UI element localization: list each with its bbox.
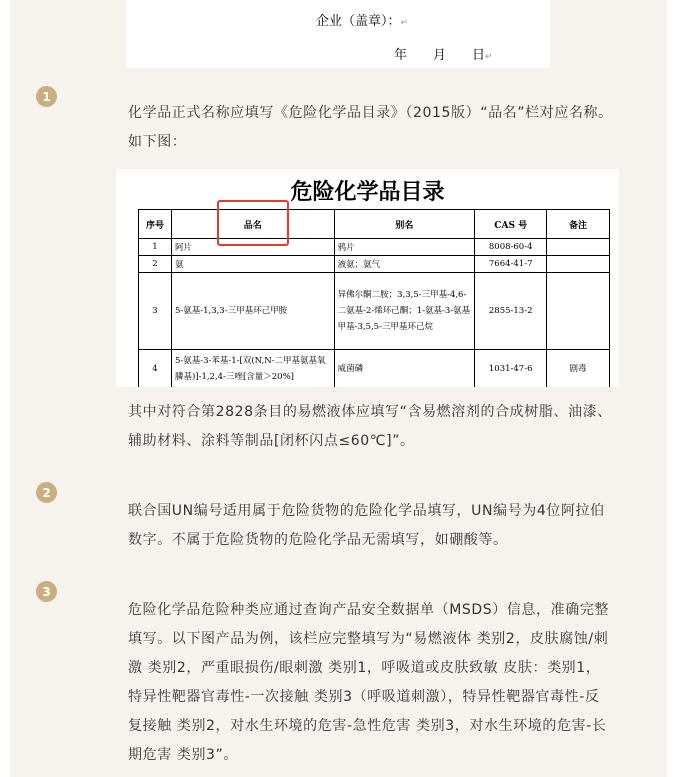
catalog-title: 危险化学品目录 (290, 179, 445, 205)
table-cell: 阿片 (171, 239, 334, 256)
table-row (139, 350, 610, 388)
table-header-row (139, 210, 610, 239)
section-2-text: 联合国UN编号适用属于危险货物的危险化学品填写，UN编号为4位阿拉伯数字。不属于危险货物的危险化学品无需填写，如硼酸等。 (128, 503, 605, 548)
table-cell: 3 (139, 273, 172, 350)
step-badge-2: 2 (36, 482, 57, 503)
col-header: 序号 (139, 210, 172, 239)
table-cell: 异佛尔酮二胺；3,3,5-三甲基-4,6-二氨基-2-烯环己酮；1-氨基-3-氨基甲基-3,5,5-三甲基环己烷 (334, 273, 475, 350)
table-cell (547, 239, 610, 256)
left-margin (0, 0, 10, 777)
col-header: 品名 (171, 210, 334, 239)
table-cell: 鸦片 (334, 239, 475, 256)
table-cell: 2855-13-2 (475, 273, 547, 350)
table-cell (547, 256, 610, 273)
chemical-catalog-image (116, 169, 619, 387)
catalog-table (138, 209, 610, 387)
step-badge-3: 3 (36, 581, 57, 602)
table-cell: 8008-60-4 (475, 239, 547, 256)
signature-block (126, 0, 550, 68)
right-margin (667, 0, 677, 777)
table-row (139, 256, 610, 273)
table-cell: 5-氨基-3-苯基-1-[双(N,N-二甲基氨基氧膦基)]-1,2,4-三唑[含量＞20%] (171, 350, 334, 388)
table-cell: 1 (139, 239, 172, 256)
table-cell: 剧毒 (547, 350, 610, 388)
col-header: 别名 (334, 210, 475, 239)
table-cell: 7664-41-7 (475, 256, 547, 273)
table-cell: 1031-47-6 (475, 350, 547, 388)
section-3-text: 危险化学品危险种类应通过查询产品安全数据单（MSDS）信息，准确完整填写。以下图产品为例，该栏应完整填写为“易燃液体 类别2，皮肤腐蚀/刺激 类别2，严重眼损伤/眼刺激 类别1，呼吸道或皮肤致敏 皮肤：类别1，特异性靶器官毒性-一次接触 类别3（呼吸道刺激），特异性靶器官毒性-反复接触 类别2，对水生环境的危害-急性危害 类别3，对水生环境的危害-长期危害 类别3”。 (128, 602, 610, 763)
section-1-intro: 化学品正式名称应填写《危险化学品目录》（2015版）“品名”栏对应名称。如下图： (128, 105, 613, 150)
table-cell (547, 273, 610, 350)
table-cell: 5-氨基-1,3,3-三甲基环己甲胺 (171, 273, 334, 350)
table-cell: 威菌磷 (334, 350, 475, 388)
table-row (139, 273, 610, 350)
table-row (139, 239, 610, 256)
date-line: 年 月 日↵ (394, 48, 493, 63)
table-cell: 氨 (171, 256, 334, 273)
company-seal-line: 企业（盖章）：↵ (316, 14, 409, 29)
product-name-highlight (217, 200, 289, 246)
section-1-note: 其中对符合第2828条目的易燃液体应填写“含易燃溶剂的合成树脂、油漆、辅助材料、涂料等制品[闭杯闪点≤60℃]”。 (128, 404, 612, 449)
col-header: 备注 (547, 210, 610, 239)
table-cell: 4 (139, 350, 172, 388)
table-cell: 液氨；氨气 (334, 256, 475, 273)
table-cell: 2 (139, 256, 172, 273)
step-badge-1: 1 (36, 86, 57, 107)
col-header: CAS 号 (475, 210, 547, 239)
